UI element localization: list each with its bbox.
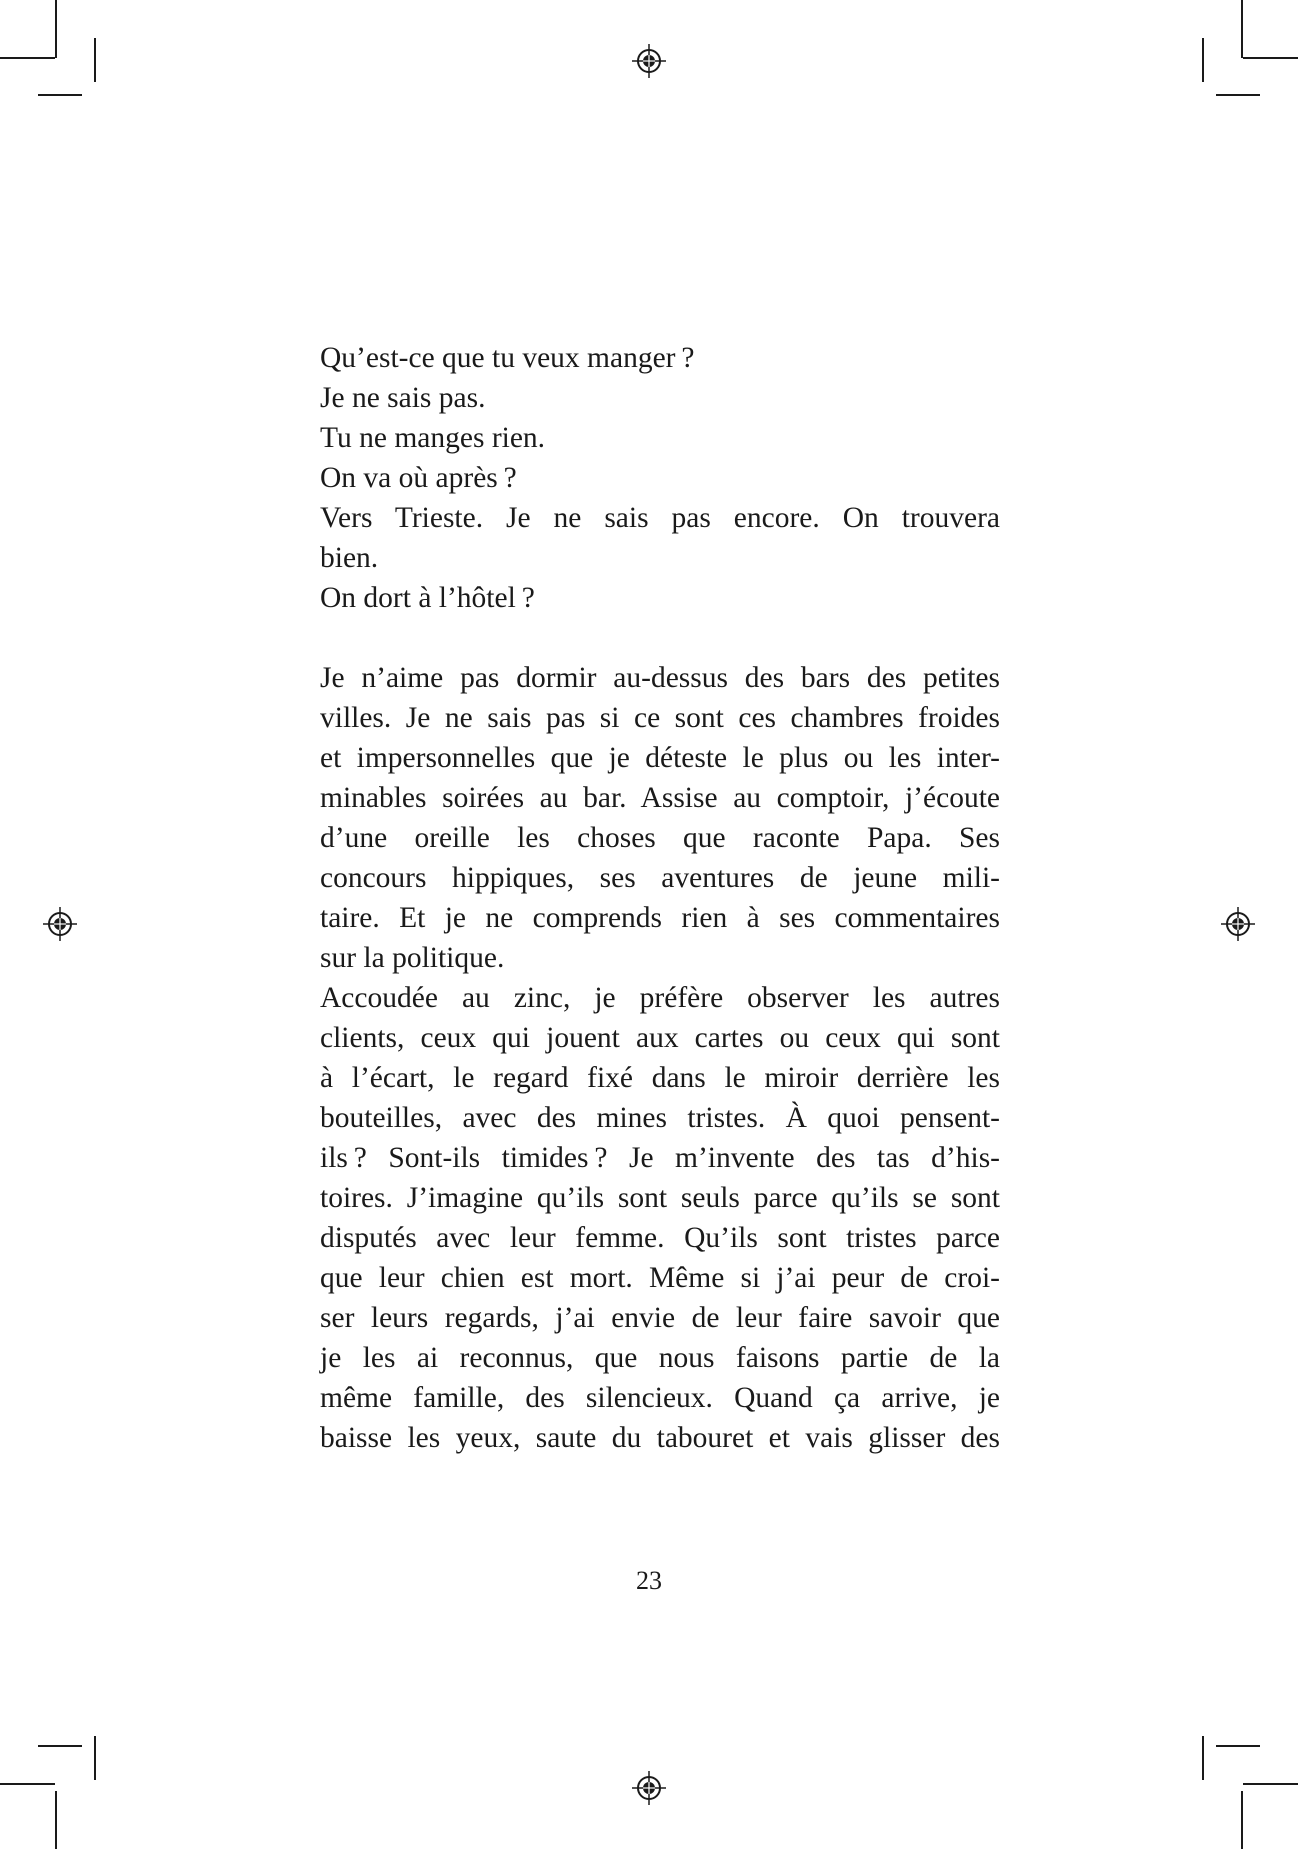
dialogue-line: On dort à l’hôtel ? <box>320 582 535 614</box>
text-line: même famille, des silencieux. Quand ça arrive, je <box>320 1382 1000 1414</box>
narrative-paragraphs <box>320 658 1000 1458</box>
crop-mark-bottom-right-v2 <box>1241 1791 1243 1849</box>
dialogue-line: On va où après ? <box>320 462 517 494</box>
text-line: minables soirées au bar. Assise au comptoir, j’écoute <box>320 782 1000 814</box>
paragraph-gap <box>320 618 1000 658</box>
text-line: Accoudée au zinc, je préfère observer les autres <box>320 982 1000 1014</box>
text-line: concours hippiques, ses aventures de jeune mili- <box>320 862 1000 894</box>
dialogue-line: Qu’est-ce que tu veux manger ? <box>320 342 695 374</box>
text-line: villes. Je ne sais pas si ce sont ces chambres froides <box>320 702 1000 734</box>
registration-mark-right-icon <box>1221 907 1255 941</box>
text-line: que leur chien est mort. Même si j’ai peur de croi- <box>320 1262 1000 1294</box>
crop-mark-top-left-h2 <box>38 94 82 96</box>
crop-mark-top-left-v <box>94 38 96 82</box>
crop-mark-bottom-right-h <box>1243 1783 1298 1785</box>
crop-mark-bottom-right-h2 <box>1216 1745 1260 1747</box>
dialogue-line: Vers Trieste. Je ne sais pas encore. On trouvera <box>320 502 1000 534</box>
crop-mark-bottom-left-h <box>0 1783 55 1785</box>
text-line: ser leurs regards, j’ai envie de leur faire savoir que <box>320 1302 1000 1334</box>
text-line: taire. Et je ne comprends rien à ses commentaires <box>320 902 1000 934</box>
crop-mark-bottom-left-v <box>94 1736 96 1780</box>
dialogue-line: Tu ne manges rien. <box>320 422 546 454</box>
crop-mark-top-right-v <box>1202 38 1204 82</box>
text-line: ils ? Sont-ils timides ? Je m’invente des tas d’his- <box>320 1142 1000 1174</box>
text-line: bouteilles, avec des mines tristes. À quoi pensent- <box>320 1102 1000 1134</box>
dialogue-block <box>320 338 1000 618</box>
text-line: baisse les yeux, saute du tabouret et vais glisser des <box>320 1422 1000 1454</box>
crop-mark-bottom-right-v <box>1202 1736 1204 1780</box>
text-line: d’une oreille les choses que raconte Papa. Ses <box>320 822 1000 854</box>
page-number: 23 <box>636 1566 662 1595</box>
text-line: je les ai reconnus, que nous faisons partie de la <box>320 1342 1000 1374</box>
registration-mark-left-icon <box>43 907 77 941</box>
dialogue-line: bien. <box>320 542 379 574</box>
crop-mark-bottom-left-v2 <box>55 1791 57 1849</box>
crop-mark-top-right-h2 <box>1216 94 1260 96</box>
text-line: disputés avec leur femme. Qu’ils sont tristes parce <box>320 1222 1000 1254</box>
crop-mark-bottom-left-h2 <box>38 1745 82 1747</box>
text-line: Je n’aime pas dormir au-dessus des bars des petites <box>320 662 1000 694</box>
registration-mark-top-icon <box>632 44 666 78</box>
crop-mark-top-right-v2 <box>1241 0 1243 58</box>
text-line: sur la politique. <box>320 942 505 974</box>
crop-mark-top-left-v2 <box>55 0 57 58</box>
crop-mark-top-left-h <box>0 57 55 59</box>
text-line: toires. J’imagine qu’ils sont seuls parce qu’ils se sont <box>320 1182 1000 1214</box>
registration-mark-bottom-icon <box>632 1771 666 1805</box>
text-line: et impersonnelles que je déteste le plus ou les inter- <box>320 742 1000 774</box>
text-line: à l’écart, le regard fixé dans le miroir derrière les <box>320 1062 1000 1094</box>
text-line: clients, ceux qui jouent aux cartes ou ceux qui sont <box>320 1022 1000 1054</box>
dialogue-line: Je ne sais pas. <box>320 382 486 414</box>
body-text <box>320 338 1000 1458</box>
crop-mark-top-right-h <box>1243 57 1298 59</box>
